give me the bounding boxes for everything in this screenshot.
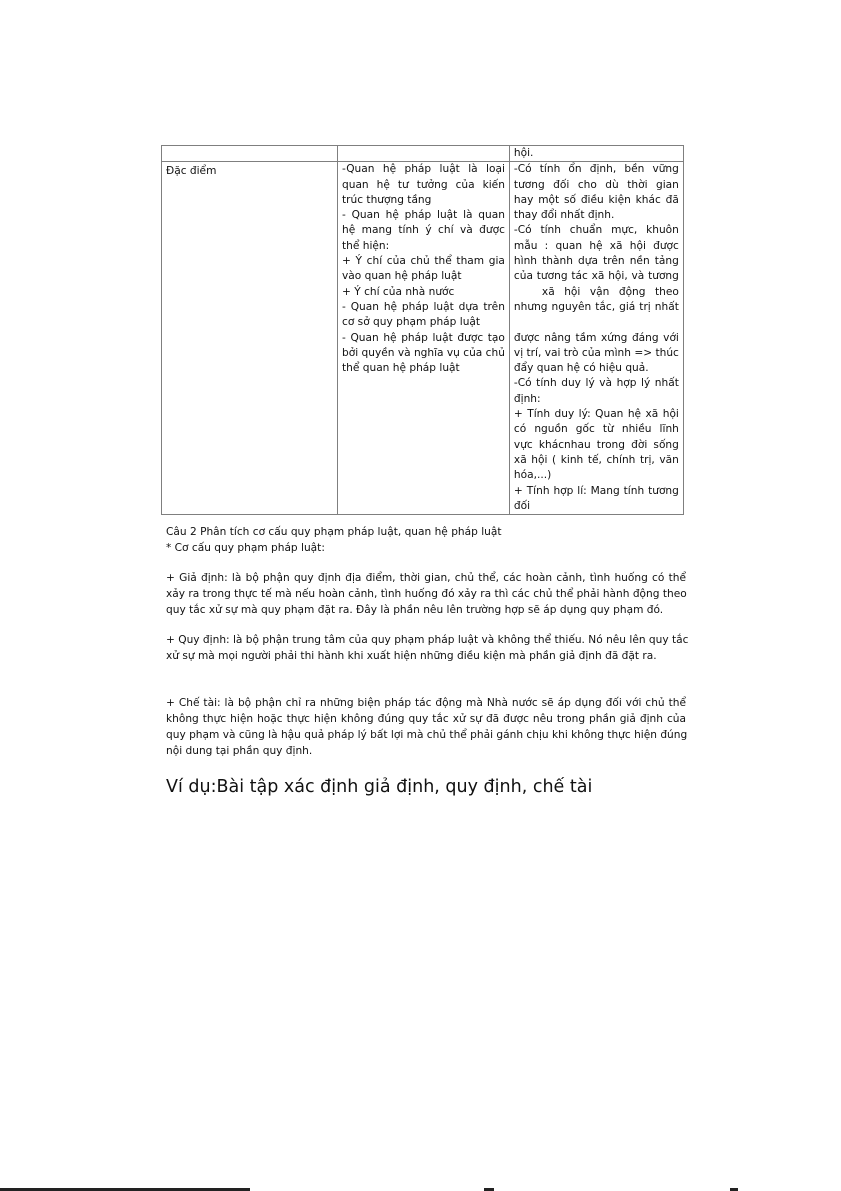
table-row — [162, 162, 684, 515]
cell-line: mẫu : quan hệ xã hội được — [513, 239, 679, 252]
continued-cell: hội. — [509, 146, 683, 162]
paragraph-line: + Chế tài: là bộ phận chỉ ra những biện pháp tác động mà Nhà nước sẽ áp dụng đối với chủ thể — [166, 697, 686, 709]
cell-line: nhưng nguyên tắc, giá trị nhất — [513, 300, 679, 313]
row-label: Đặc điểm — [166, 165, 217, 178]
cell-line: có nguồn gốc từ nhiều lĩnh — [513, 423, 679, 436]
cell-line: thay đổi nhất định. — [513, 209, 615, 222]
paragraph-line: quy phạm và cũng là hậu quả pháp lý bất lợi mà chủ thể phải gánh chịu khi không thực hiện đúng — [166, 729, 688, 741]
provision-paragraph — [166, 632, 689, 664]
cell-line: định: — [513, 392, 541, 405]
cell-line: vào quan hệ pháp luật — [342, 270, 462, 283]
question-title: Câu 2 Phân tích cơ cấu quy phạm pháp luật, quan hệ pháp luật — [166, 526, 502, 538]
question-block — [166, 524, 686, 556]
cell-line: bởi quyền và nghĩa vụ của chủ — [342, 346, 505, 359]
cell-line: của tương tác xã hội, và tương — [513, 270, 679, 283]
social-relation-cell — [509, 162, 683, 515]
paragraph-line: quy tắc xử sự mà quy phạm đặt ra. Đây là phần nêu lên trường hợp sẽ áp dụng quy phạm đó. — [166, 604, 664, 616]
paragraph-line: xảy ra trong thực tế mà nếu hoàn cảnh, tình huống đó xảy ra thì các chủ thể phải hành động theo — [166, 588, 687, 600]
cell-line: vị trí, vai trò của mình => thúc — [513, 346, 679, 359]
cell-line: đối — [513, 499, 531, 512]
paragraph-line: + Giả định: là bộ phận quy định địa điểm, thời gian, chủ thể, các hoàn cảnh, tình huống có thể — [166, 572, 686, 584]
cell-line: tương đối cho dù thời gian — [513, 178, 679, 191]
cell-line: đẩy quan hệ có hiệu quả. — [513, 362, 649, 375]
cell-line: -Có tính chuẩn mực, khuôn — [513, 224, 679, 237]
paragraph-line: nội dung tại phần quy định. — [166, 745, 313, 757]
assumption-paragraph — [166, 570, 686, 618]
cell-line: thể hiện: — [342, 239, 390, 252]
cell-line: + Ý chí của chủ thể tham gia — [342, 255, 505, 268]
cell-line: xã hội ( kinh tế, chính trị, văn — [513, 453, 679, 466]
cell-line — [514, 315, 679, 330]
cell-line: quan hệ tư tưởng của kiến — [342, 178, 505, 191]
cell-line: trúc thượng tầng — [342, 193, 432, 206]
cell-line: -Quan hệ pháp luật là loại — [342, 163, 505, 176]
sanction-paragraph — [166, 695, 686, 759]
cell-line: xã hội vận động theo — [541, 285, 679, 298]
example-heading: Ví dụ:Bài tập xác định giả định, quy định, chế tài — [166, 777, 593, 797]
legal-relation-cell — [338, 162, 510, 515]
cell-line: -Có tính ổn định, bền vững — [513, 163, 679, 176]
cell-line: hay một số điều kiện khác đã — [513, 193, 679, 206]
cell-line: + Tính duy lý: Quan hệ xã hội — [513, 408, 679, 421]
paragraph-line: xử sự mà mọi người phải thi hành khi xuất hiện những điều kiện mà phần giả định đã đặt ra. — [166, 650, 657, 662]
cell-line: - Quan hệ pháp luật được tạo — [342, 331, 505, 344]
cell-line: thể quan hệ pháp luật — [342, 362, 460, 375]
paragraph-line: không thực hiện hoặc thực hiện không đúng quy tắc xử sự đã được nêu trong phần giả định của — [166, 713, 686, 725]
table-row — [162, 146, 684, 162]
cell-line: -Có tính duy lý và hợp lý nhất — [513, 377, 679, 390]
cell-line: - Quan hệ pháp luật là quan — [342, 209, 505, 222]
cell-line: được nâng tầm xứng đáng với — [513, 331, 679, 344]
cell-line: vực khácnhau trong đời sống — [513, 438, 679, 451]
section-title: * Cơ cấu quy phạm pháp luật: — [166, 542, 325, 554]
characteristics-table — [161, 145, 684, 515]
cell-line: hệ mang tính ý chí và được — [342, 224, 505, 237]
cell-line: hóa,...) — [513, 469, 552, 482]
cell-line: cơ sở quy phạm pháp luật — [342, 316, 481, 329]
paragraph-line: + Quy định: là bộ phận trung tâm của quy phạm pháp luật và không thể thiếu. Nó nêu lên quy tắc — [166, 634, 689, 646]
cell-line: hình thành dựa trên nền tảng — [513, 255, 679, 268]
cell-line: + Tính hợp lí: Mang tính tương — [513, 484, 679, 497]
cell-line: + Ý chí của nhà nước — [342, 285, 455, 298]
cell-line: - Quan hệ pháp luật dựa trên — [342, 300, 505, 313]
